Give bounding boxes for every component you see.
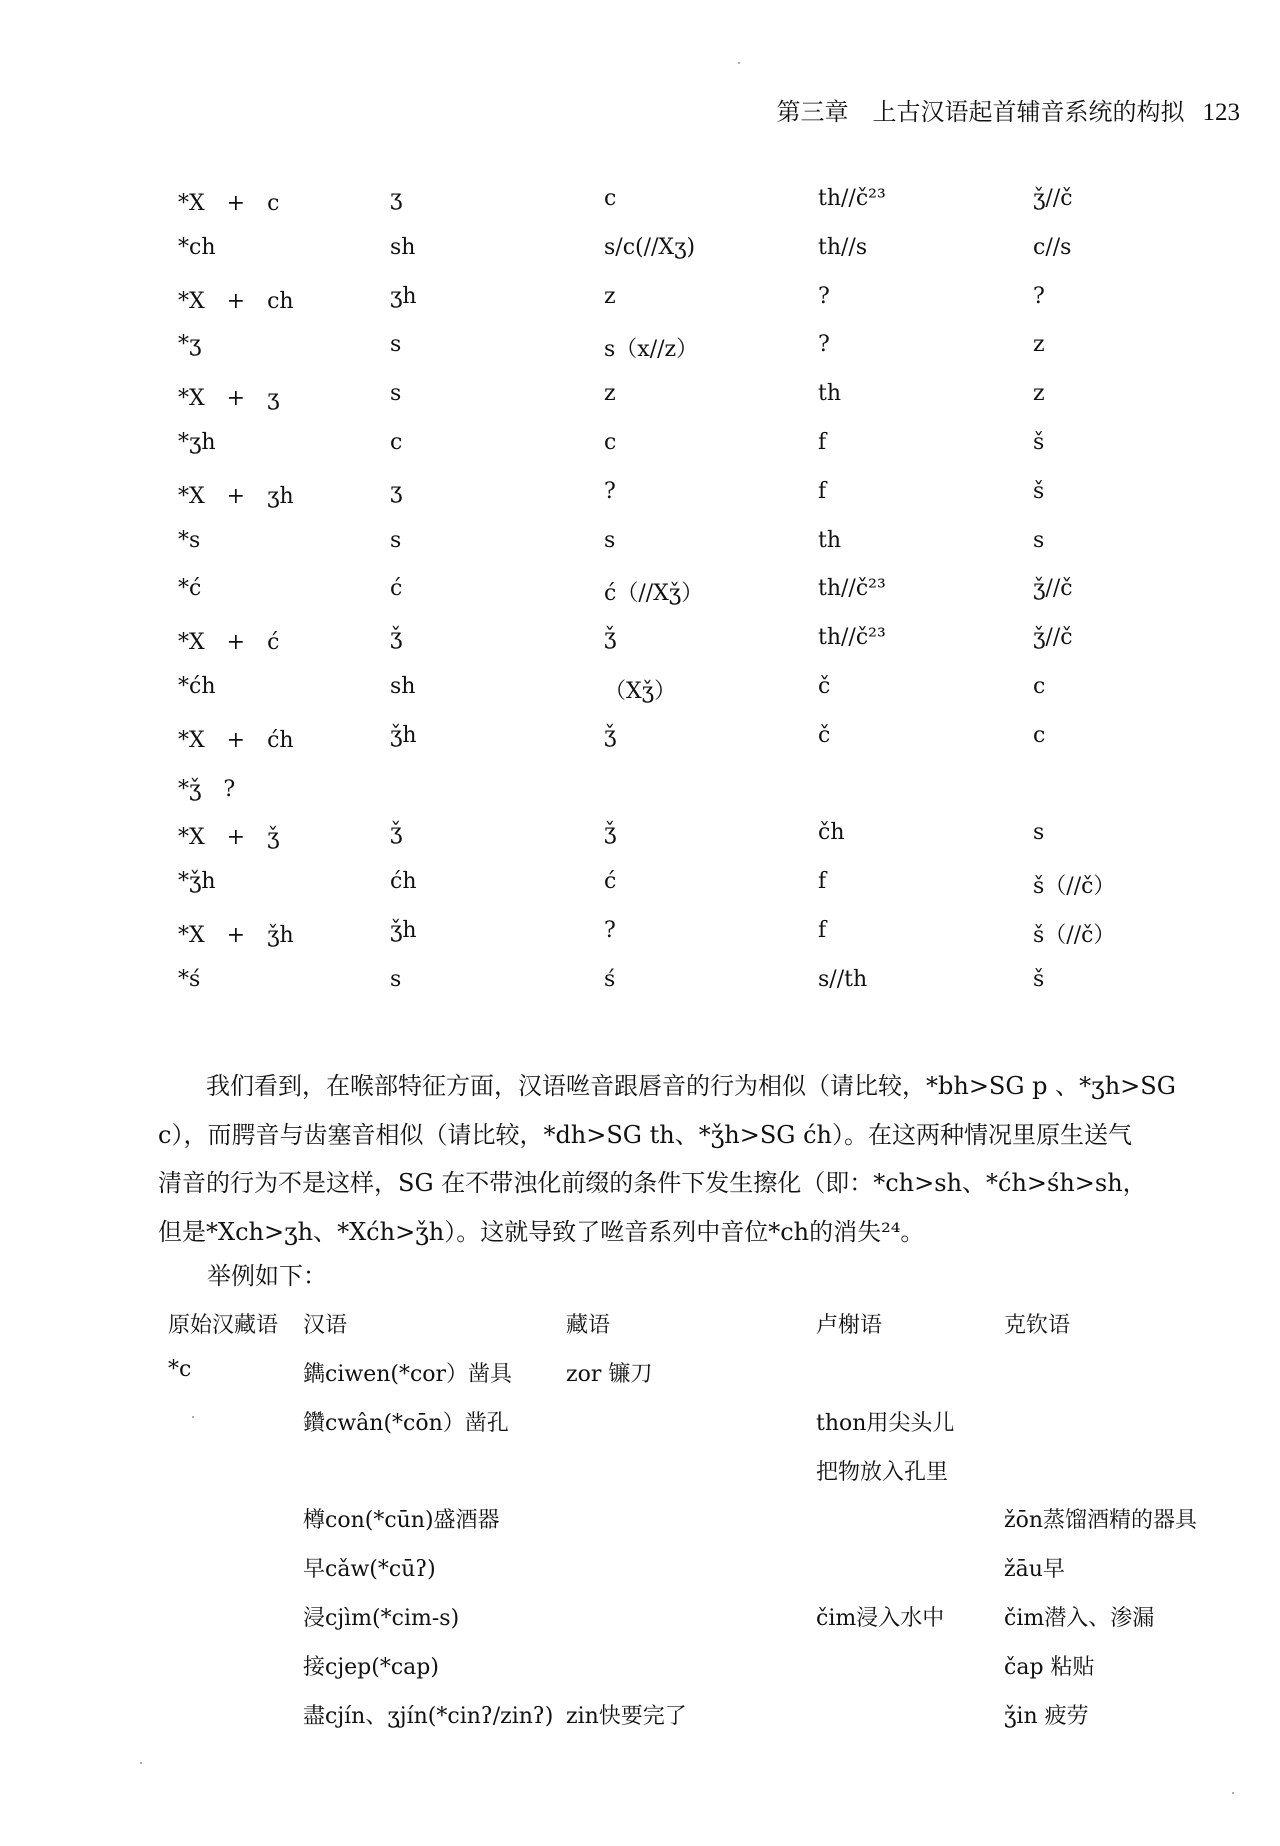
examples-cell: zor 镰刀 [566, 1362, 653, 1387]
correspondence-row [0, 235, 1280, 265]
correspondence-cell: z [1033, 381, 1045, 407]
correspondence-cell: c [390, 430, 403, 455]
correspondence-cell: š（//č） [1033, 923, 1116, 948]
correspondence-cell: sh [390, 234, 416, 260]
correspondence-cell: *X + ćh [178, 727, 294, 753]
correspondence-cell: ? [818, 332, 830, 358]
correspondence-cell: s [390, 966, 402, 992]
scan-speck [192, 1416, 194, 1418]
examples-cell: čim浸入水中 [816, 1606, 945, 1631]
correspondence-cell: *X + ǯ [178, 825, 280, 851]
examples-row [0, 1406, 1280, 1438]
correspondence-row [0, 479, 1280, 509]
correspondence-cell: z [1033, 332, 1045, 358]
correspondence-cell: čh [818, 820, 845, 846]
examples-row [0, 1503, 1280, 1535]
correspondence-cell: *ć [178, 576, 202, 602]
examples-cell: *c [168, 1357, 192, 1382]
correspondence-cell: sh [390, 674, 416, 699]
correspondence-cell: *ś [178, 966, 201, 992]
examples-row [0, 1552, 1280, 1584]
correspondence-cell: c//s [1033, 234, 1072, 260]
correspondence-cell: š [1033, 430, 1045, 455]
correspondence-cell: *X + ć [178, 630, 280, 656]
correspondence-row [0, 723, 1280, 753]
correspondence-cell: c [1033, 674, 1046, 699]
correspondence-cell: ǯ [604, 625, 617, 651]
examples-cell: 盡cjín、ʒjín(*cinʔ/zinʔ) [303, 1703, 554, 1729]
correspondence-cell: ś [604, 966, 616, 992]
paragraph-line: 我们看到，在喉部特征方面，汉语咝音跟唇音的行为相似（请比较，*bh>SG p 、*ʒh>SG [206, 1072, 1176, 1100]
correspondence-cell: č [818, 674, 831, 699]
examples-cell: 早cǎw(*cūʔ) [303, 1557, 436, 1583]
correspondence-cell: ǯ [390, 820, 403, 846]
correspondence-row [0, 918, 1280, 948]
correspondence-cell: s [390, 332, 402, 358]
examples-header-cell: 汉语 [303, 1313, 348, 1338]
correspondence-row [0, 674, 1280, 704]
page-header [700, 92, 1240, 127]
examples-header-cell: 克钦语 [1004, 1313, 1071, 1338]
correspondence-row [0, 284, 1280, 314]
correspondence-cell: c [1033, 722, 1046, 748]
correspondence-cell: ǯ [604, 722, 617, 748]
correspondence-cell: ćh [390, 869, 417, 895]
examples-header-cell: 卢榭语 [816, 1313, 883, 1338]
examples-intro: 举例如下： [207, 1262, 327, 1290]
correspondence-cell: *X + c [178, 191, 280, 216]
correspondence-cell: ǯ//č [1033, 576, 1073, 602]
body-paragraph [158, 1062, 1248, 1256]
correspondence-cell: f [818, 430, 827, 455]
correspondence-cell: c [604, 430, 617, 455]
correspondence-cell: č [818, 722, 831, 748]
correspondence-cell: *ćh [178, 674, 216, 699]
examples-cell: 鑽cwân(*cōn）凿孔 [303, 1410, 509, 1436]
chapter-title: 第三章 上古汉语起首辅音系统的构拟 [776, 98, 1185, 126]
correspondence-cell: ć（//Xǯ） [604, 581, 704, 607]
examples-cell: 把物放入孔里 [816, 1459, 949, 1485]
correspondence-cell: ʒ [390, 478, 403, 504]
correspondence-cell: f [818, 918, 827, 943]
correspondence-cell: s [1033, 527, 1045, 553]
scan-speck [1232, 1792, 1234, 1794]
correspondence-cell: *X + ʒ [178, 386, 280, 412]
correspondence-cell: th//č²³ [818, 576, 886, 602]
correspondence-cell: th//č²³ [818, 186, 886, 211]
correspondence-row [0, 625, 1280, 655]
correspondence-cell: *ʒh [178, 430, 216, 455]
examples-cell: 浸cjìm(*cim-s) [303, 1606, 460, 1631]
correspondence-cell: ǯ [604, 820, 617, 846]
correspondence-cell: th//č²³ [818, 625, 886, 651]
paragraph-line: 清音的行为不是这样，SG 在不带浊化前缀的条件下发生擦化（即：*ch>sh、*ćh>śh>sh， [158, 1169, 1147, 1197]
examples-cell: 樽con(*cūn)盛酒器 [303, 1508, 500, 1534]
correspondence-cell: s [604, 527, 616, 553]
correspondence-cell: *X + ʒh [178, 483, 294, 509]
examples-cell: thon用尖头儿 [816, 1410, 955, 1436]
correspondence-cell: š [1033, 966, 1045, 992]
examples-cell: zin快要完了 [566, 1703, 687, 1729]
correspondence-cell: c [604, 186, 617, 211]
examples-cell: žōn蒸馏酒精的器具 [1004, 1508, 1198, 1534]
correspondence-cell: s/c(//Xʒ) [604, 234, 696, 260]
page-number: 123 [1202, 99, 1240, 126]
correspondence-cell: ǯh [390, 722, 417, 748]
correspondence-cell: ǯ//č [1033, 186, 1073, 211]
correspondence-cell: ? [604, 918, 616, 943]
correspondence-cell: ? [604, 478, 616, 504]
correspondence-cell: s（x//z） [604, 337, 699, 363]
examples-header-cell: 原始汉藏语 [168, 1313, 279, 1338]
correspondence-cell: *ch [178, 234, 216, 260]
correspondence-row [0, 820, 1280, 850]
correspondence-cell: s [1033, 820, 1045, 846]
correspondence-row [0, 430, 1280, 460]
paragraph-line: 但是*Xch>ʒh、*Xćh>ǯh）。这就导致了咝音系列中音位*ch的消失²⁴。 [158, 1217, 925, 1246]
correspondence-cell: ? [818, 283, 830, 309]
examples-row [0, 1601, 1280, 1633]
correspondence-cell: s [390, 381, 402, 407]
correspondence-row [0, 528, 1280, 558]
examples-cell: 接cjep(*cap) [303, 1654, 439, 1680]
correspondence-cell: ǯh [390, 918, 417, 943]
correspondence-row [0, 967, 1280, 997]
correspondence-row [0, 772, 1280, 802]
correspondence-cell: ǯ [390, 625, 403, 651]
correspondence-cell: ǯ//č [1033, 625, 1073, 651]
correspondence-cell: f [818, 869, 827, 895]
correspondence-cell: *ǯ ? [178, 776, 236, 802]
correspondence-cell: š（//č） [1033, 874, 1116, 900]
examples-row [0, 1455, 1280, 1487]
correspondence-cell: f [818, 478, 827, 504]
correspondence-row [0, 381, 1280, 411]
correspondence-cell: ? [1033, 283, 1045, 309]
correspondence-cell: s [390, 527, 402, 553]
correspondence-cell: z [604, 283, 616, 309]
scan-speck [738, 62, 740, 64]
examples-header-cell: 藏语 [566, 1313, 611, 1338]
correspondence-cell: ʒh [390, 283, 417, 309]
correspondence-cell: *s [178, 527, 201, 553]
correspondence-cell: th [818, 381, 842, 407]
examples-cell: čap 粘贴 [1004, 1654, 1095, 1680]
scan-speck [140, 1762, 142, 1764]
correspondence-cell: ć [604, 869, 617, 895]
correspondence-cell: *X + ǯh [178, 923, 294, 948]
examples-row [0, 1699, 1280, 1731]
paragraph-line: c），而腭音与齿塞音相似（请比较，*dh>SG th、*ǯh>SG ćh）。在这两种情况里原生送气 [158, 1120, 1132, 1149]
examples-row [0, 1650, 1280, 1682]
correspondence-cell: *ʒ [178, 332, 202, 358]
correspondence-cell: th//s [818, 234, 868, 260]
correspondence-cell: š [1033, 478, 1045, 504]
correspondence-row [0, 576, 1280, 606]
correspondence-row [0, 869, 1280, 899]
correspondence-cell: th [818, 527, 842, 553]
examples-row [0, 1357, 1280, 1389]
examples-cell: 鐫ciwen(*cor）凿具 [303, 1362, 513, 1387]
correspondence-cell: ć [390, 576, 403, 602]
correspondence-row [0, 186, 1280, 216]
examples-cell: čim潜入、渗漏 [1004, 1606, 1155, 1631]
correspondence-cell: *ǯh [178, 869, 216, 895]
correspondence-cell: ʒ [390, 186, 403, 211]
examples-header-row [0, 1308, 1280, 1340]
correspondence-cell: s//th [818, 966, 868, 992]
correspondence-cell: （Xǯ） [604, 679, 677, 704]
correspondence-cell: z [604, 381, 616, 407]
correspondence-row [0, 332, 1280, 362]
correspondence-cell: *X + ch [178, 288, 294, 314]
examples-cell: ǯin 疲劳 [1004, 1703, 1089, 1729]
examples-cell: žāu早 [1004, 1557, 1065, 1583]
